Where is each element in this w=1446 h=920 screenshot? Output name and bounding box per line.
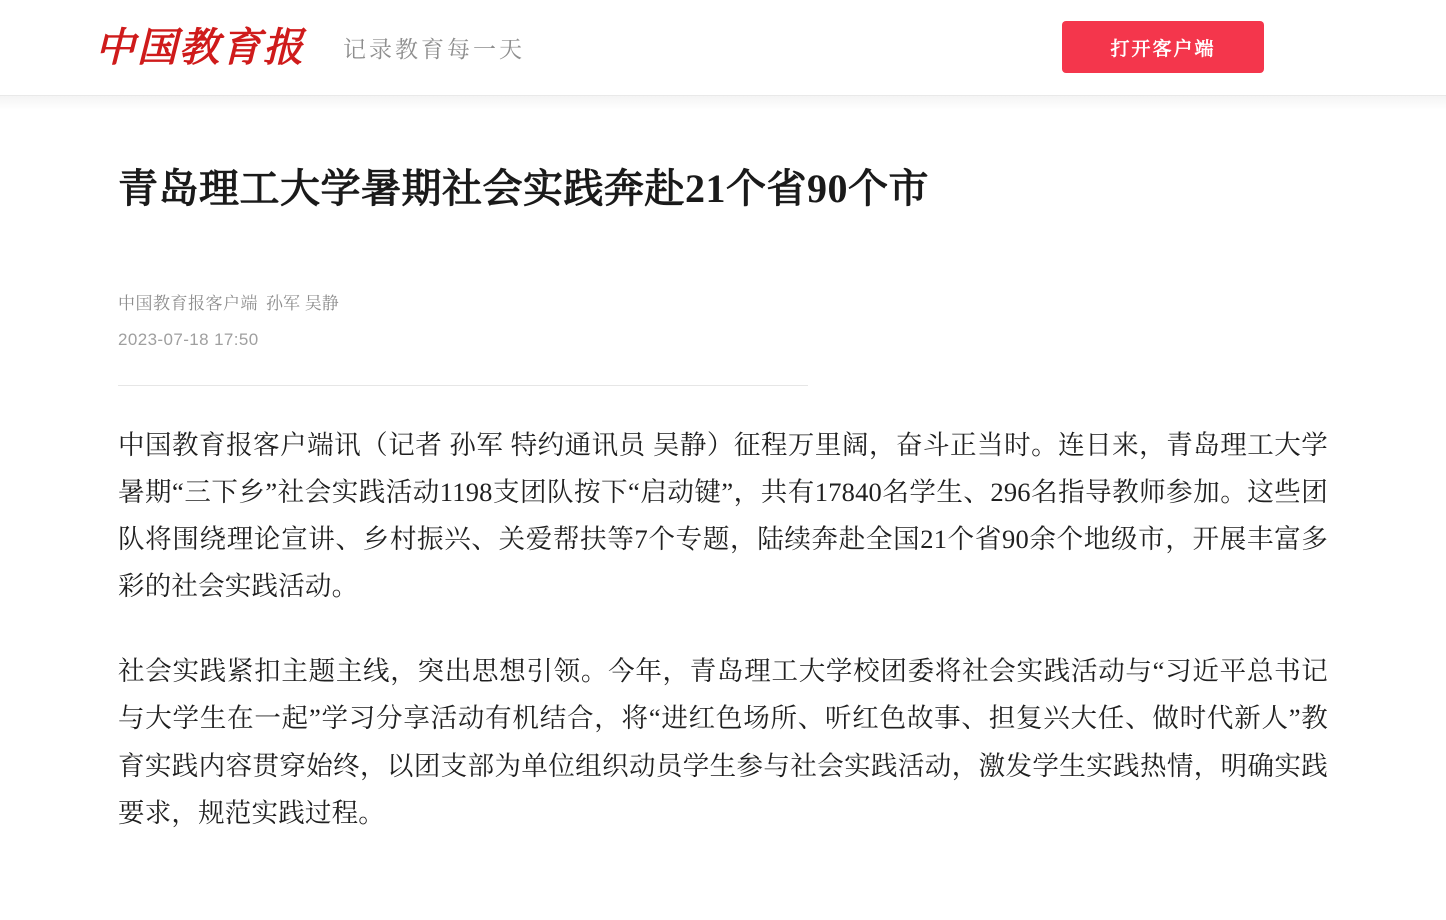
brand-block[interactable] <box>95 24 525 70</box>
site-slogan: 记录教育每一天 <box>343 36 525 62</box>
article-meta <box>118 288 1328 357</box>
article <box>118 110 1328 837</box>
article-container <box>0 110 1446 837</box>
open-app-button[interactable]: 打开客户端 <box>1062 21 1264 73</box>
site-header <box>0 0 1446 95</box>
meta-authors: 孙军 吴静 <box>266 294 339 313</box>
article-body <box>118 422 1328 837</box>
masthead-logo-icon[interactable]: 中国教育报 <box>95 24 305 70</box>
page-title: 青岛理工大学暑期社会实践奔赴21个省90个市 <box>118 166 929 211</box>
article-paragraph: 中国教育报客户端讯（记者 孙军 特约通讯员 吴静）征程万里阔，奋斗正当时。连日来，青岛理工大学暑期“三下乡”社会实践活动1198支团队按下“启动键”，共有17840名学生、296名指导教师参加。这些团队将围绕理论宣讲、乡村振兴、关爱帮扶等7个专题，陆续奔赴全国21个省90余个地级市，开展丰富多彩的社会实践活动。 <box>118 429 1328 602</box>
article-paragraph: 社会实践紧扣主题主线，突出思想引领。今年，青岛理工大学校团委将社会实践活动与“习近平总书记与大学生在一起”学习分享活动有机结合，将“进红色场所、听红色故事、担复兴大任、做时代新人”教育实践内容贯穿始终，以团支部为单位组织动员学生参与社会实践活动，激发学生实践热情，明确实践要求，规范实践过程。 <box>118 656 1328 828</box>
meta-divider <box>118 385 808 386</box>
meta-date: 2023-07-18 17:50 <box>118 330 259 350</box>
header-shadow <box>0 96 1446 110</box>
meta-source: 中国教育报客户端 <box>118 294 258 313</box>
